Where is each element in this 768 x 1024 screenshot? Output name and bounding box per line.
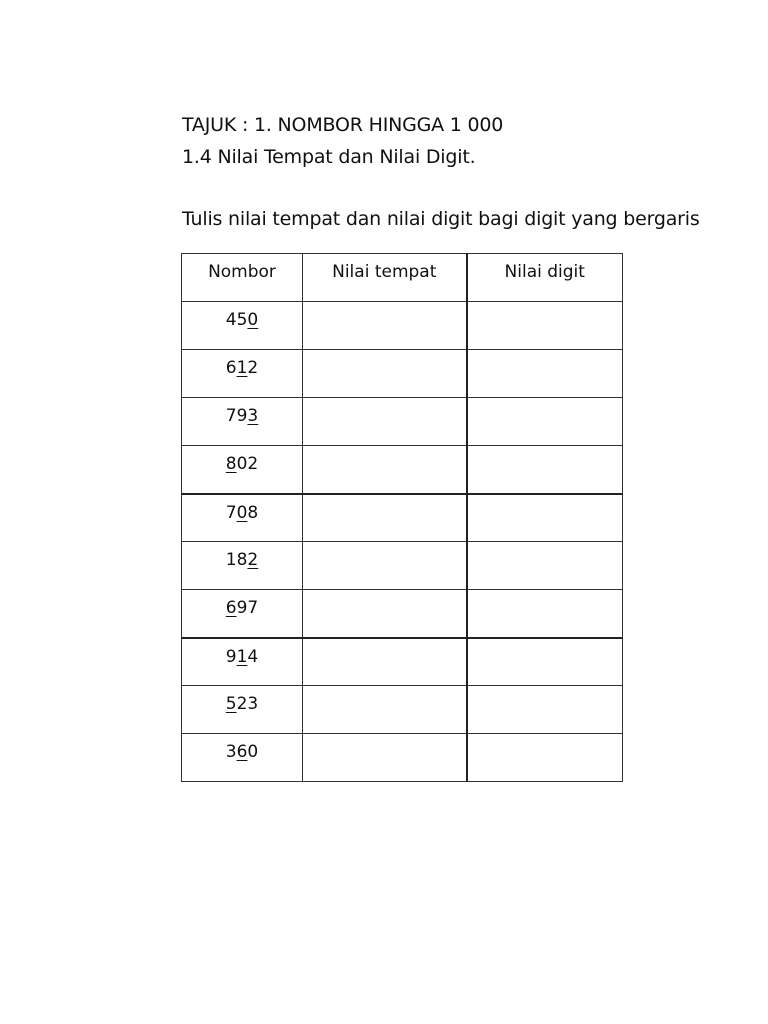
cell-nombor — [182, 590, 303, 638]
underlined-digit: 5 — [225, 694, 237, 714]
cell-nilai-digit[interactable] — [467, 686, 623, 734]
cell-nombor — [182, 686, 303, 734]
digit: 8 — [236, 550, 248, 570]
cell-nombor — [182, 494, 303, 542]
cell-nilai-tempat[interactable] — [303, 446, 467, 494]
digit: 3 — [225, 742, 237, 762]
cell-nilai-digit[interactable] — [467, 590, 623, 638]
cell-nilai-tempat[interactable] — [303, 638, 467, 686]
cell-nilai-digit[interactable] — [467, 398, 623, 446]
table-row — [182, 542, 623, 590]
table-row — [182, 494, 623, 542]
cell-nombor — [182, 638, 303, 686]
cell-nilai-tempat[interactable] — [303, 398, 467, 446]
table-row — [182, 638, 623, 686]
cell-nilai-digit[interactable] — [467, 302, 623, 350]
digit: 4 — [225, 310, 237, 330]
header-nombor: Nombor — [182, 254, 303, 302]
cell-nilai-tempat[interactable] — [303, 350, 467, 398]
digit: 0 — [236, 454, 248, 474]
digit: 8 — [247, 502, 259, 523]
underlined-digit: 8 — [225, 454, 237, 474]
digit: 6 — [225, 358, 237, 378]
cell-nilai-digit[interactable] — [467, 542, 623, 590]
digit: 4 — [247, 646, 259, 667]
digit: 0 — [247, 742, 259, 762]
header-nilai-digit: Nilai digit — [467, 254, 623, 302]
cell-nombor — [182, 734, 303, 782]
cell-nilai-tempat[interactable] — [303, 542, 467, 590]
table-body — [182, 302, 623, 782]
underlined-digit: 1 — [236, 358, 248, 378]
digit: 9 — [225, 646, 237, 667]
underlined-digit: 1 — [236, 646, 248, 667]
page-subtitle: 1.4 Nilai Tempat dan Nilai Digit. — [182, 146, 476, 168]
underlined-digit: 6 — [225, 598, 237, 618]
page-title: TAJUK : 1. NOMBOR HINGGA 1 000 — [182, 114, 504, 136]
table-row — [182, 350, 623, 398]
table-row — [182, 590, 623, 638]
cell-nombor — [182, 350, 303, 398]
digit: 2 — [247, 358, 259, 378]
digit: 9 — [236, 406, 248, 426]
table-row — [182, 686, 623, 734]
cell-nilai-tempat[interactable] — [303, 734, 467, 782]
digit: 5 — [236, 310, 248, 330]
digit: 2 — [236, 694, 248, 714]
table-row — [182, 302, 623, 350]
table-header-row — [182, 254, 623, 302]
cell-nilai-digit[interactable] — [467, 638, 623, 686]
cell-nilai-tempat[interactable] — [303, 494, 467, 542]
cell-nilai-digit[interactable] — [467, 494, 623, 542]
cell-nombor — [182, 446, 303, 494]
table-row — [182, 446, 623, 494]
cell-nilai-tempat[interactable] — [303, 302, 467, 350]
cell-nilai-tempat[interactable] — [303, 590, 467, 638]
instruction-text: Tulis nilai tempat dan nilai digit bagi digit yang bergaris — [182, 208, 700, 230]
digit: 7 — [225, 502, 237, 523]
cell-nombor — [182, 542, 303, 590]
header-nilai-tempat: Nilai tempat — [303, 254, 467, 302]
cell-nilai-digit[interactable] — [467, 734, 623, 782]
digit: 1 — [225, 550, 237, 570]
digit: 9 — [236, 598, 248, 618]
underlined-digit: 2 — [247, 550, 259, 570]
digit: 7 — [225, 406, 237, 426]
cell-nilai-digit[interactable] — [467, 446, 623, 494]
digit: 3 — [247, 694, 259, 714]
table-row — [182, 398, 623, 446]
underlined-digit: 3 — [247, 406, 259, 426]
digit: 2 — [247, 454, 259, 474]
cell-nombor — [182, 302, 303, 350]
cell-nombor — [182, 398, 303, 446]
underlined-digit: 0 — [236, 502, 248, 523]
worksheet-table — [181, 253, 623, 782]
cell-nilai-tempat[interactable] — [303, 686, 467, 734]
underlined-digit: 0 — [247, 310, 259, 330]
table-row — [182, 734, 623, 782]
digit: 7 — [247, 598, 259, 618]
cell-nilai-digit[interactable] — [467, 350, 623, 398]
underlined-digit: 6 — [236, 742, 248, 762]
